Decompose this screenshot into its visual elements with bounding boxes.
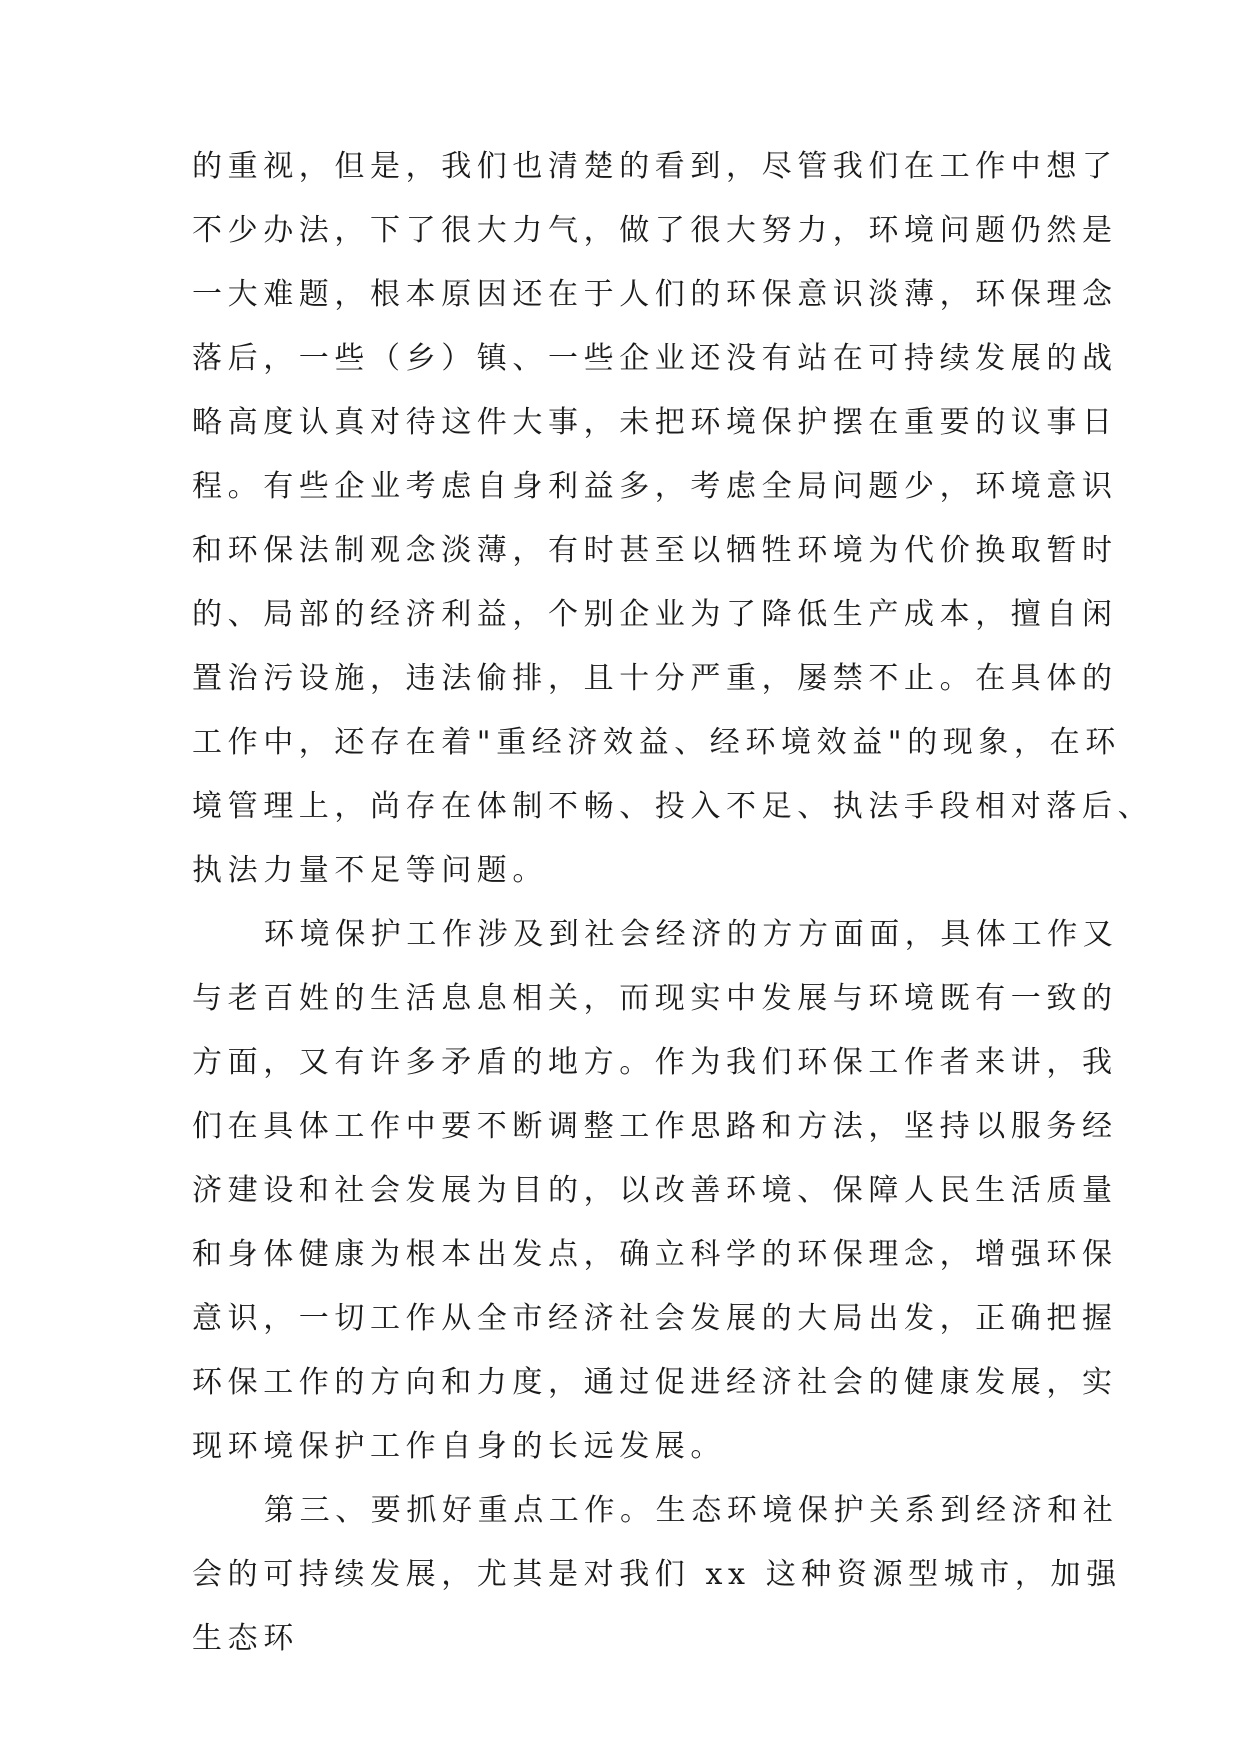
paragraph-first-line: 第三、要抓好重点工作。生态环境保护关系到经济和社	[264, 1493, 1119, 1528]
paragraph-line: 不少办法，下了很大力气，做了很大努力，环境问题仍然是	[192, 213, 1118, 248]
paragraph-line: 置治污设施，违法偷排，且十分严重，屡禁不止。在具体的	[192, 661, 1118, 696]
paragraph-line: 们在具体工作中要不断调整工作思路和方法，坚持以服务经	[192, 1109, 1118, 1144]
paragraph-line: 济建设和社会发展为目的，以改善环境、保障人民生活质量	[192, 1173, 1118, 1208]
paragraph-line: 与老百姓的生活息息相关，而现实中发展与环境既有一致的	[192, 981, 1118, 1016]
paragraph-line: 略高度认真对待这件大事，未把环境保护摆在重要的议事日	[192, 405, 1118, 440]
paragraph-line: 的、局部的经济利益，个别企业为了降低生产成本，擅自闲	[192, 597, 1118, 632]
paragraph-line: 环保工作的方向和力度，通过促进经济社会的健康发展，实	[192, 1365, 1118, 1400]
paragraph-line: 程。有些企业考虑自身利益多，考虑全局问题少，环境意识	[192, 469, 1118, 504]
paragraph-line: 和身体健康为根本出发点，确立科学的环保理念，增强环保	[192, 1237, 1118, 1272]
paragraph-line: 工作中，还存在着"重经济效益、经环境效益"的现象，在环	[192, 725, 1121, 760]
paragraph-first-line: 环境保护工作涉及到社会经济的方方面面，具体工作又	[264, 917, 1119, 952]
paragraph-line: 执法力量不足等问题。	[192, 853, 548, 888]
paragraph-line: 方面，又有许多矛盾的地方。作为我们环保工作者来讲，我	[192, 1045, 1118, 1080]
paragraph-line: 会的可持续发展，尤其是对我们 xx 这种资源型城市，加强	[192, 1557, 1122, 1592]
paragraph-line: 的重视，但是，我们也清楚的看到，尽管我们在工作中想了	[192, 149, 1118, 184]
paragraph-line: 生态环	[192, 1621, 299, 1656]
document-body	[192, 135, 1154, 1671]
paragraph-line: 一大难题，根本原因还在于人们的环保意识淡薄，环保理念	[192, 277, 1118, 312]
paragraph-line: 意识，一切工作从全市经济社会发展的大局出发，正确把握	[192, 1301, 1118, 1336]
paragraph-line: 现环境保护工作自身的长远发展。	[192, 1429, 726, 1464]
paragraph-line: 和环保法制观念淡薄，有时甚至以牺牲环境为代价换取暂时	[192, 533, 1118, 568]
paragraph-line: 境管理上，尚存在体制不畅、投入不足、执法手段相对落后、	[192, 789, 1154, 824]
paragraph-line: 落后，一些（乡）镇、一些企业还没有站在可持续发展的战	[192, 341, 1118, 376]
